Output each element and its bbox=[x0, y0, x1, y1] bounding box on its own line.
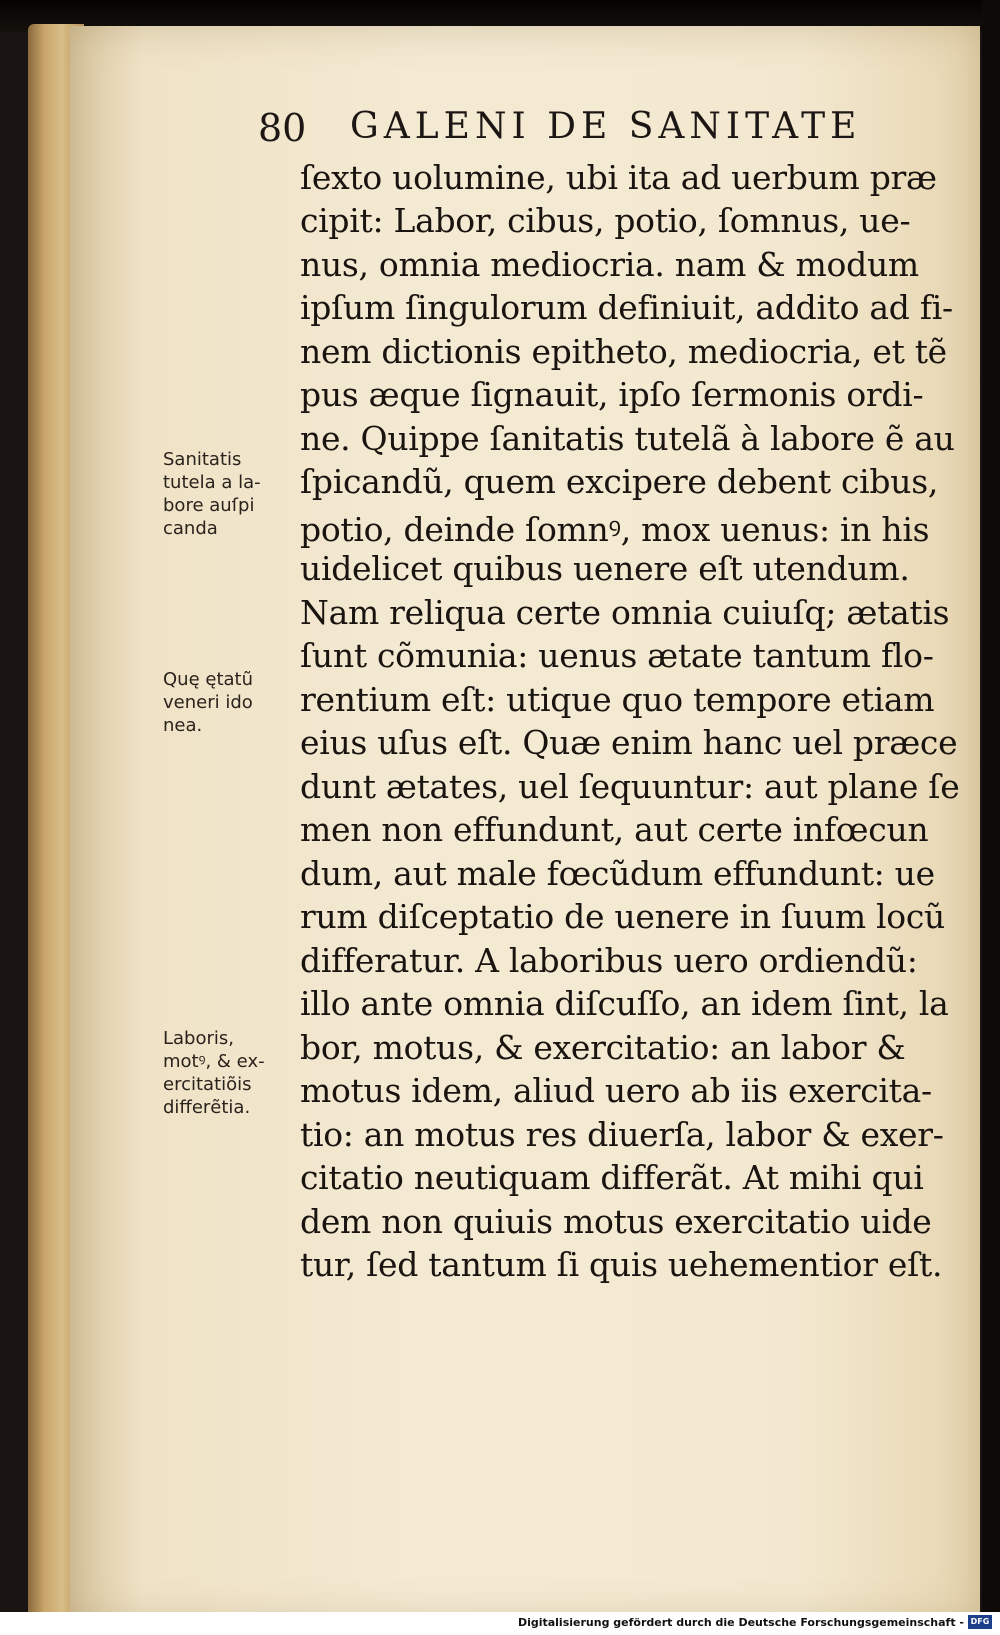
dfg-logo: DFG bbox=[968, 1615, 992, 1629]
text-line: uidelicet quibus uenere eſt utendum. bbox=[300, 549, 910, 588]
running-title: GALENI DE SANITATE bbox=[350, 106, 862, 147]
marginal-note-line: tutela a la- bbox=[163, 472, 261, 493]
marginal-note-line: motꝰ, & ex- bbox=[163, 1051, 265, 1072]
text-line: tur, ſed tantum ſi quis uehementior eſt. bbox=[300, 1245, 943, 1284]
text-line: eius uſus eſt. Quæ enim hanc uel præce bbox=[300, 723, 958, 762]
text-line: rentium eſt: utique quo tempore etiam bbox=[300, 680, 935, 719]
text-line: bor, motus, & exercitatio: an labor & bbox=[300, 1028, 906, 1067]
text-line: rum diſceptatio de uenere in ſuum locũ bbox=[300, 897, 946, 936]
text-line: dunt ætates, uel ſequuntur: aut plane ſe bbox=[300, 767, 960, 806]
scan-background-right bbox=[982, 0, 1000, 1635]
text-line: cipit: Labor, cibus, potio, ſomnus, ue- bbox=[300, 201, 911, 240]
text-line: ipſum ſingulorum definiuit, addito ad fi- bbox=[300, 288, 953, 327]
text-line: dum, aut male fœcũdum effundunt: ue bbox=[300, 854, 935, 893]
marginal-note-line: Laboris, bbox=[163, 1028, 234, 1049]
text-line: nem dictionis epitheto, mediocria, et tẽ bbox=[300, 332, 947, 371]
marginal-note-line: bore auſpi bbox=[163, 495, 255, 516]
text-line: tio: an motus res diuerſa, labor & exer- bbox=[300, 1115, 944, 1154]
marginal-note-line: Quę ętatũ bbox=[163, 669, 253, 690]
text-line: Nam reliqua certe omnia cuiuſq; ætatis bbox=[300, 593, 950, 632]
text-line: dem non quiuis motus exercitatio uide bbox=[300, 1202, 932, 1241]
page-header bbox=[258, 102, 918, 152]
marginal-note-line: Sanitatis bbox=[163, 449, 242, 470]
text-line: potio, deinde ſomnꝰ, mox uenus: in his bbox=[300, 510, 930, 549]
text-line: ne. Quippe ſanitatis tutelã à labore ẽ au bbox=[300, 419, 955, 458]
text-line: citatio neutiquam differãt. At mihi qui bbox=[300, 1158, 924, 1197]
marginal-note bbox=[163, 1027, 291, 1119]
text-line: pus æque ſignauit, ipſo ſermonis ordi- bbox=[300, 375, 924, 414]
marginal-note-line: canda bbox=[163, 518, 218, 539]
marginal-note bbox=[163, 448, 291, 540]
footer-credit: Digitalisierung gefördert durch die Deutsche Forschungsgemeinschaft - bbox=[517, 1616, 964, 1629]
page-number: 80 bbox=[258, 106, 307, 150]
marginal-note bbox=[163, 668, 291, 737]
marginal-note-line: differẽtia. bbox=[163, 1097, 251, 1118]
text-line: illo ante omnia diſcuſſo, an idem ſint, la bbox=[300, 984, 949, 1023]
marginal-note-line: nea. bbox=[163, 715, 203, 736]
marginal-note-line: ercitatiõis bbox=[163, 1074, 252, 1095]
text-line: ſpicandũ, quem excipere debent cibus, bbox=[300, 462, 939, 501]
text-line: ſexto uolumine, ubi ita ad uerbum præ bbox=[300, 158, 937, 197]
text-line: nus, omnia mediocria. nam & modum bbox=[300, 245, 919, 284]
text-line: ſunt cõmunia: uenus ætate tantum flo- bbox=[300, 636, 934, 675]
marginal-note-line: veneri ido bbox=[163, 692, 253, 713]
text-line: motus idem, aliud uero ab iis exercita- bbox=[300, 1071, 932, 1110]
text-line: men non effundunt, aut certe infœcun bbox=[300, 810, 929, 849]
text-line: differatur. A laboribus uero ordiendũ: bbox=[300, 941, 918, 980]
